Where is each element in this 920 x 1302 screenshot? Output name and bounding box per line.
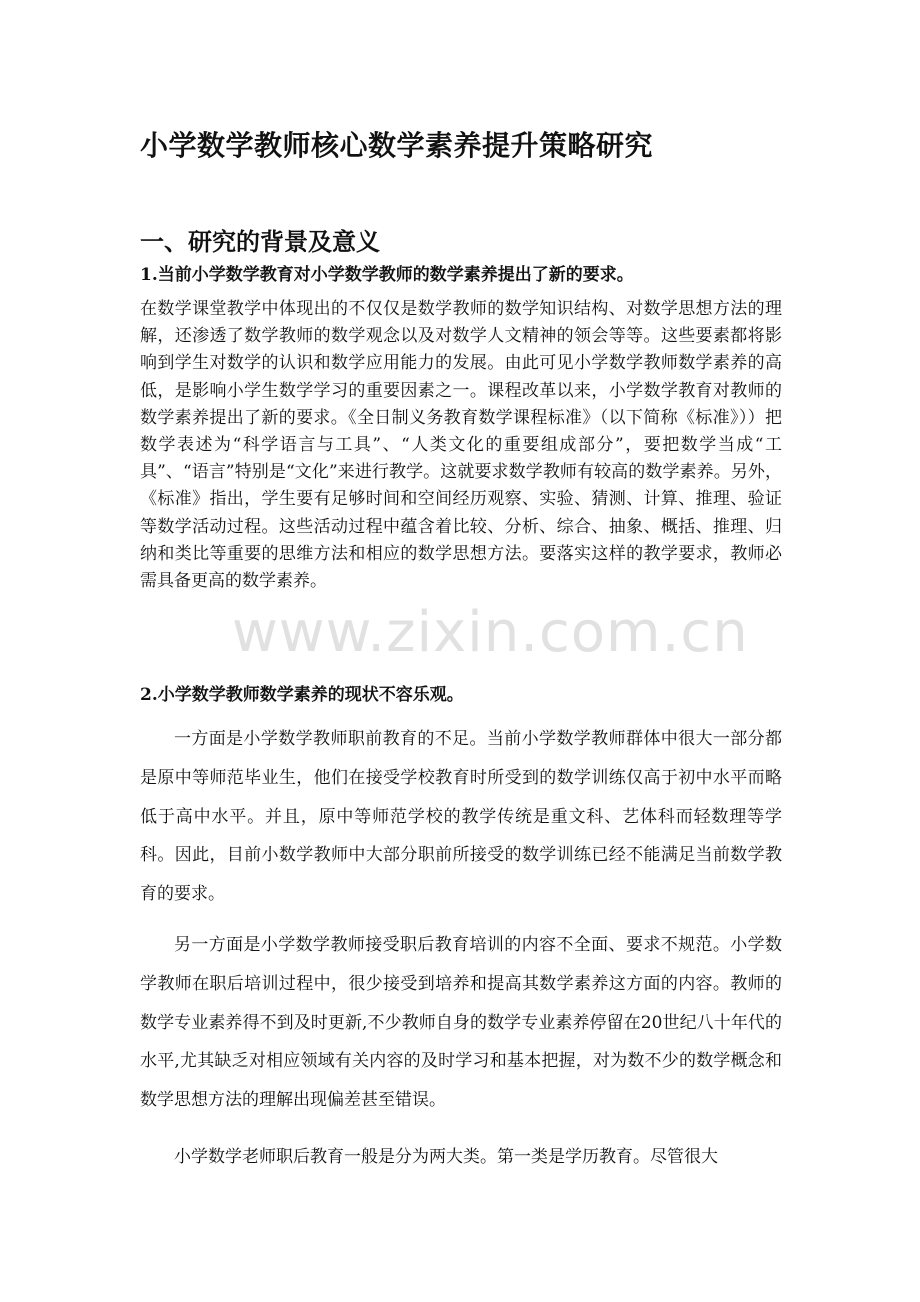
paragraph-inservice-categories: 小学数学老师职后教育一般是分为两大类。第一类是学历教育。尽管很大 — [174, 1147, 718, 1167]
paragraph-preservice-education: 一方面是小学数学教师职前教育的不足。当前小学数学教师群体中很大一部分都是原中等师范毕业生，他们在接受学校教育时所受到的数学训练仅高于初中水平而略低于高中水平。并且，原中等师范学校的教学传统是重文科、艺体科而轻数理等学科。因此，目前小数学教师中大部分职前所接受的数学训练已经不能满足当前数学教育的要求。 — [140, 729, 782, 905]
subsection-heading-requirements: 1.当前小学数学教育对小学数学教师的数学素养提出了新的要求。 — [140, 265, 634, 285]
paragraph-requirements: 在数学课堂教学中体现出的不仅仅是数学教师的数学知识结构、对数学思想方法的理解，还渗透了数学教师的数学观念以及对数学人文精神的领会等等。这些要素都将影响到学生对数学的认识和数学应用能力的发展。由此可见小学数学教师数学素养的高低，是影响小学生数学学习的重要因素之一。课程改革以来，小学数学教育对教师的数学素养提出了新的要求。《全日制义务教育数学课程标准》（以下简称《标准》））把数学表述为“科学语言与工具”、“人类文化的重要组成部分”，要把数学当成“工具”、“语言”特别是“文化”来进行教学。这就要求数学教师有较高的数学素养。另外，《标准》指出，学生要有足够时间和空间经历观察、实验、猜测、计算、推理、验证等数学活动过程。这些活动过程中蕴含着比较、分析、综合、抽象、概括、推理、归纳和类比等重要的思维方法和相应的数学思想方法。要落实这样的教学要求，教师必需具备更高的数学素养。 — [140, 299, 782, 592]
subsection-heading-current-status: 2.小学数学教师数学素养的现状不容乐观。 — [140, 685, 464, 705]
section-heading-background: 一、研究的背景及意义 — [140, 227, 380, 256]
paragraph-inservice-training: 另一方面是小学数学教师接受职后教育培训的内容不全面、要求不规范。小学数学教师在职后培训过程中，很少接受到培养和提高其数学素养这方面的内容。教师的数学专业素养得不到及时更新,不少教师自身的数学专业素养停留在20世纪八十年代的水平,尤其缺乏对相应领域有关内容的及时学习和基本把握，对为数不少的数学概念和数学思想方法的理解出现偏差甚至错误。 — [140, 935, 782, 1111]
watermark-text: www.zixin.com.cn — [232, 600, 749, 665]
document-title: 小学数学教师核心数学素养提升策略研究 — [140, 129, 654, 162]
